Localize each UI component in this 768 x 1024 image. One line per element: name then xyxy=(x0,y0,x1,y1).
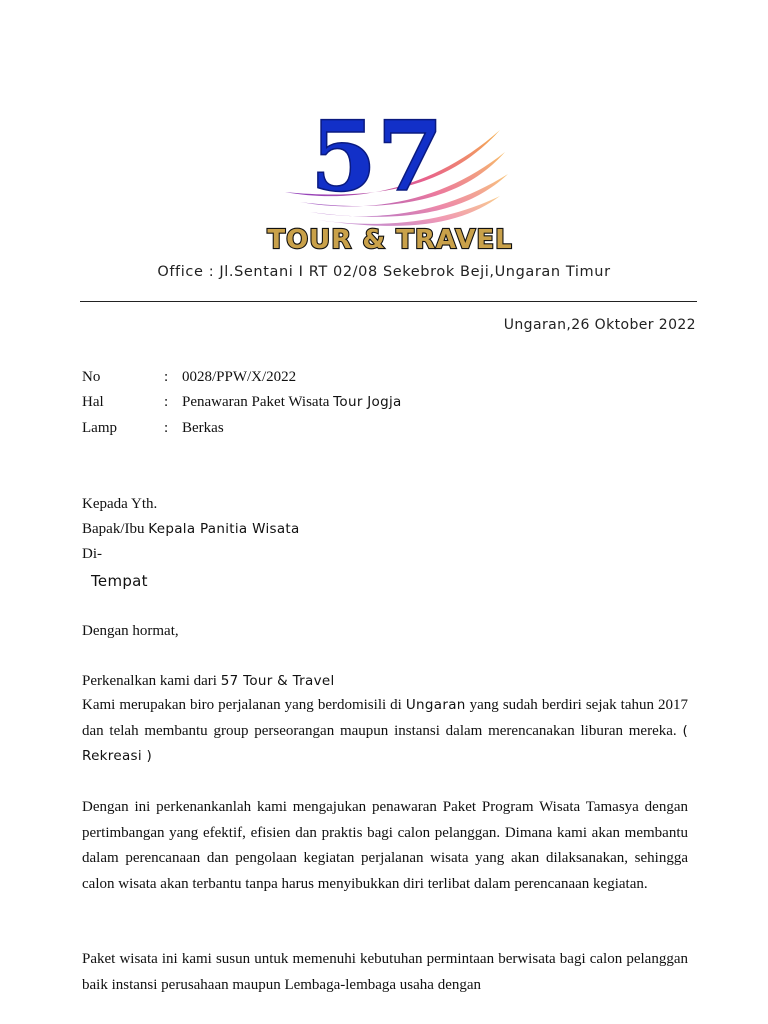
intro-prefix: Perkenalkan kami dari xyxy=(82,673,221,689)
header-divider xyxy=(80,301,697,302)
para1-part1: Kami merupakan biro perjalanan yang berdomisili di xyxy=(82,697,406,713)
para1-part2: yang sudah berdiri sejak tahun 2017 dan telah membantu group perseorangan maupun instansi dalam merencanakan liburan mereka. xyxy=(82,697,688,739)
para1-city: Ungaran xyxy=(405,697,466,713)
meta-sep: : xyxy=(164,369,169,385)
intro-company: 57 Tour & Travel xyxy=(220,673,335,689)
recipient-line1: Kepada Yth. xyxy=(82,496,158,512)
meta-key: Hal xyxy=(82,394,104,410)
meta-sep: : xyxy=(164,420,169,436)
recipient-prefix: Bapak/Ibu xyxy=(82,521,149,537)
paragraph-3: Paket wisata ini kami susun untuk memenuhi kebutuhan permintaan berwisata bagi calon pelanggan baik instansi perusahaan maupun Lembaga-lembaga usaha dengan xyxy=(82,951,688,993)
recipient-line2 xyxy=(82,521,300,538)
meta-key: Lamp xyxy=(82,420,117,436)
para1-tag: ( Rekreasi ) xyxy=(82,722,689,764)
meta-value: 0028/PPW/X/2022 xyxy=(182,369,297,385)
greeting: Dengan hormat, xyxy=(82,623,179,639)
logo-number: 57 xyxy=(310,112,444,213)
recipient-line3: Di- xyxy=(82,546,102,562)
meta-value: Berkas xyxy=(182,420,224,436)
intro-line xyxy=(82,673,335,690)
office-address: Office : Jl.Sentani I RT 02/08 Sekebrok Beji,Ungaran Timur xyxy=(157,264,611,280)
meta-key: No xyxy=(82,369,101,385)
paragraph-1 xyxy=(82,693,688,770)
recipient-name: Kepala Panitia Wisata xyxy=(148,521,300,537)
meta-sep: : xyxy=(164,394,169,410)
paragraph-2: Dengan ini perkenankanlah kami mengajukan penawaran Paket Program Wisata Tamasya dengan pertimbangan yang efektif, efisien dan praktis bagi calon pelanggan. Dimana kami akan membantu dalam perencanaan dan pengolaan kegiatan perjalanan wisata yang akan dilaksanakan, sehingga calon wisata akan terbantu tanpa harus menyibukkan diri terlibat dalam perencanaan kegiatan. xyxy=(82,799,688,892)
company-logo xyxy=(200,112,590,257)
logo-tagline: TOUR & TRAVEL xyxy=(267,225,513,255)
meta-value-text: Penawaran Paket Wisata xyxy=(182,394,334,410)
meta-value-sans: Tour Jogja xyxy=(333,394,402,410)
letter-date: Ungaran,26 Oktober 2022 xyxy=(503,317,696,333)
meta-value xyxy=(182,394,402,411)
recipient-line4: Tempat xyxy=(91,572,148,590)
